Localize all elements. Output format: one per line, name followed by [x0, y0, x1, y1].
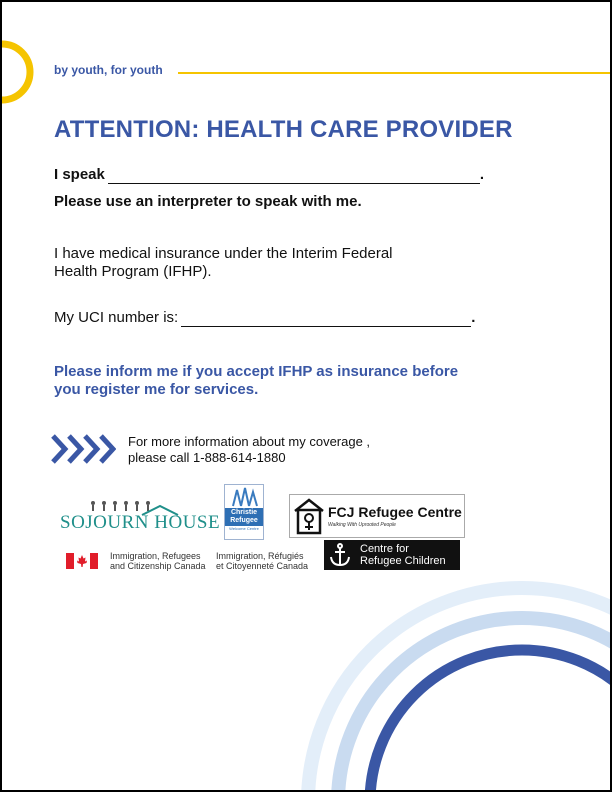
crc-line-1: Centre for: [360, 543, 409, 555]
christie-line-3: Welcome Centre: [229, 526, 259, 531]
coverage-line-2[interactable]: please call 1-888-614-1880: [128, 450, 286, 465]
insurance-line-2: Health Program (IFHP).: [54, 263, 212, 280]
interpreter-request: Please use an interpreter to speak with me.: [54, 193, 362, 210]
fcj-tagline: Walking With Uprooted People: [328, 522, 396, 528]
ircc-fr-line-2: et Citoyenneté Canada: [216, 561, 309, 571]
page-title: ATTENTION: HEALTH CARE PROVIDER: [54, 116, 513, 143]
ircc-en-line-2: and Citizenship Canada: [110, 561, 206, 571]
inform-line-1: Please inform me if you accept IFHP as insurance before: [54, 363, 459, 380]
crc-line-2: Refugee Children: [360, 555, 446, 567]
blue-arcs-decoration: [2, 2, 610, 790]
uci-label: My UCI number is:: [54, 309, 179, 326]
speak-period: .: [479, 166, 485, 183]
insurance-line-1: I have medical insurance under the Interim Federal: [54, 245, 393, 262]
tagline: by youth, for youth: [54, 63, 163, 77]
sojourn-house-text: SOJOURN HOUSE: [60, 512, 221, 533]
ircc-en-line-1: Immigration, Refugees: [110, 551, 201, 561]
coverage-line-1: For more information about my coverage ,: [128, 434, 371, 449]
speak-label: I speak: [54, 166, 105, 183]
ircc-fr-line-1: Immigration, Réfugiés: [216, 551, 304, 561]
fcj-name: FCJ Refugee Centre: [328, 504, 462, 520]
christie-line-2: Refugee: [230, 517, 258, 524]
uci-period: .: [471, 309, 476, 326]
christie-line-1: Christie: [230, 509, 258, 516]
inform-line-2: you register me for services.: [54, 381, 259, 398]
